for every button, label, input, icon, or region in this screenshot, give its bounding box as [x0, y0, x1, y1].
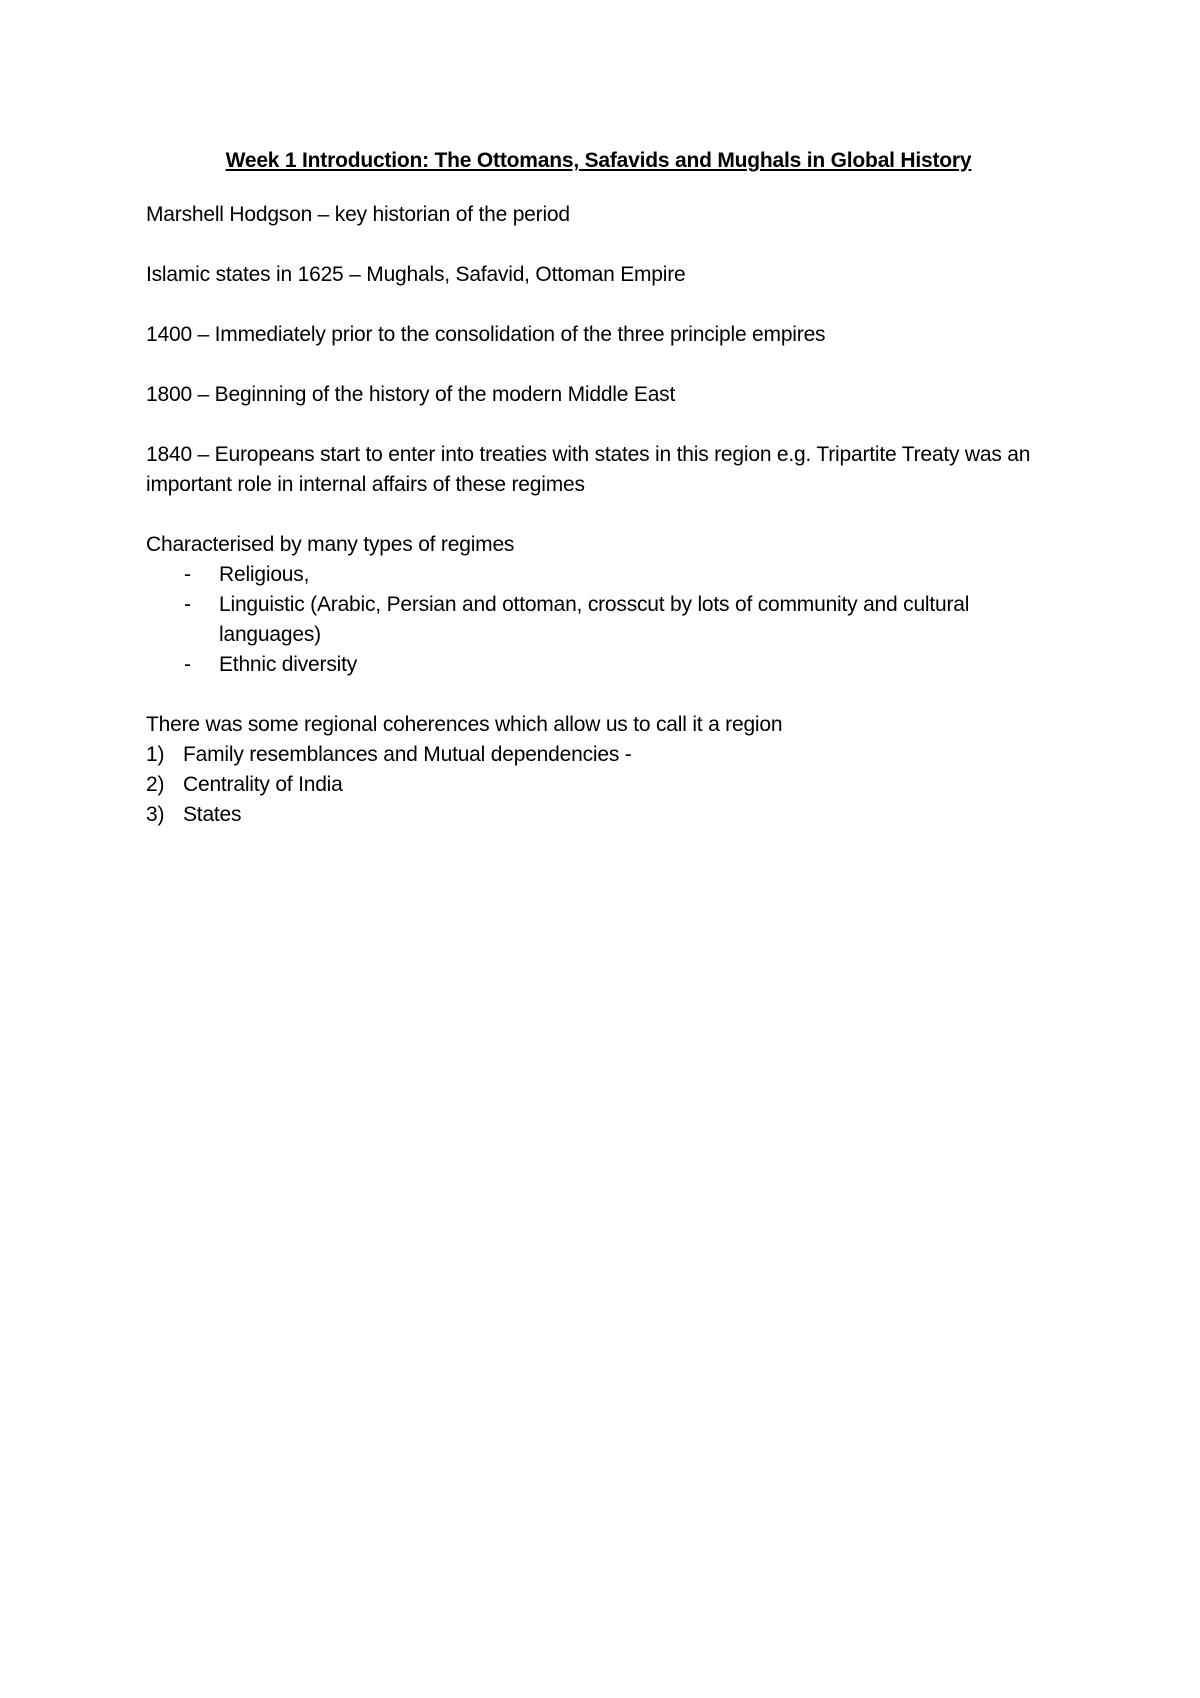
list-item — [146, 590, 1051, 650]
list-item-text: Linguistic (Arabic, Persian and ottoman, crosscut by lots of community and cultural languages) — [219, 593, 970, 646]
list-item — [146, 650, 1051, 680]
paragraph-1840: 1840 – Europeans start to enter into treaties with states in this region e.g. Tripartite Treaty was an important role in internal affairs of these regimes — [146, 443, 1031, 496]
dash-marker: - — [184, 653, 191, 676]
number-marker: 1) — [146, 743, 165, 766]
coherence-list — [146, 740, 1051, 830]
number-marker: 2) — [146, 773, 165, 796]
document-body — [146, 146, 1051, 830]
document-title: Week 1 Introduction: The Ottomans, Safavids and Mughals in Global History — [225, 149, 972, 172]
paragraph-hodgson: Marshell Hodgson – key historian of the period — [146, 203, 570, 226]
coherence-intro: There was some regional coherences which allow us to call it a region — [146, 713, 783, 736]
dash-marker: - — [184, 593, 191, 616]
list-item — [146, 800, 1051, 830]
regimes-list — [146, 560, 1051, 680]
list-item-text: Family resemblances and Mutual dependencies - — [183, 743, 632, 766]
list-item-text: States — [183, 803, 242, 826]
list-item-text: Ethnic diversity — [219, 653, 358, 676]
list-item-text: Centrality of India — [183, 773, 343, 796]
paragraph-1400: 1400 – Immediately prior to the consolidation of the three principle empires — [146, 323, 826, 346]
list-item — [146, 560, 1051, 590]
paragraph-islamic-states: Islamic states in 1625 – Mughals, Safavid, Ottoman Empire — [146, 263, 686, 286]
list-item — [146, 740, 1051, 770]
regimes-intro: Characterised by many types of regimes — [146, 533, 515, 556]
paragraph-1800: 1800 – Beginning of the history of the modern Middle East — [146, 383, 676, 406]
list-item — [146, 770, 1051, 800]
number-marker: 3) — [146, 803, 165, 826]
dash-marker: - — [184, 563, 191, 586]
list-item-text: Religious, — [219, 563, 310, 586]
